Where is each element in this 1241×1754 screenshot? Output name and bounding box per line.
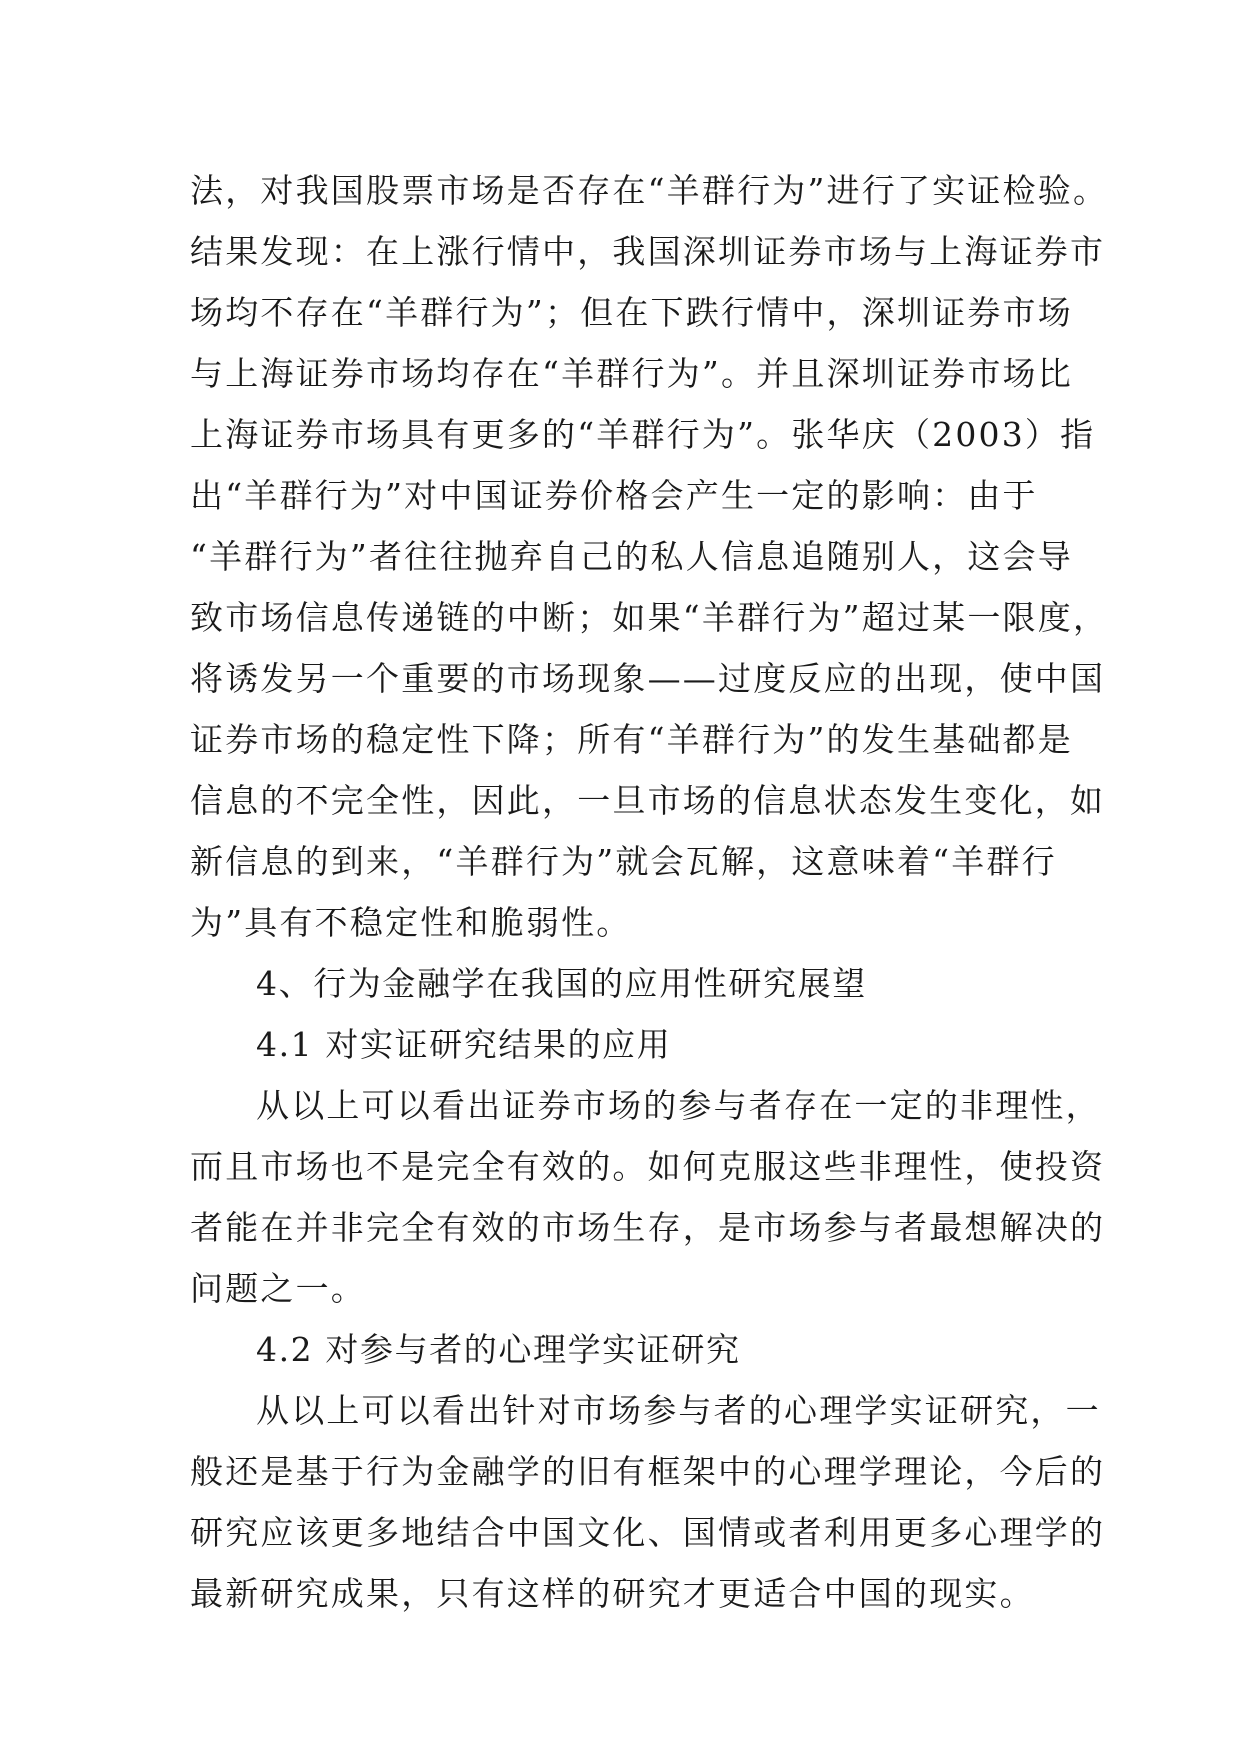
text-line: 上海证券市场具有更多的“羊群行为”。张华庆（2003）指 bbox=[190, 415, 1096, 454]
text-line: 问题之一。 bbox=[190, 1269, 366, 1308]
text-line: “羊群行为”者往往抛弃自己的私人信息追随别人，这会导 bbox=[190, 537, 1073, 576]
subsection-heading: 4.2 对参与者的心理学实证研究 bbox=[256, 1330, 741, 1369]
text-line: 新信息的到来，“羊群行为”就会瓦解，这意味着“羊群行 bbox=[190, 842, 1057, 881]
text-line: 为”具有不稳定性和脆弱性。 bbox=[190, 903, 632, 942]
text-line: 般还是基于行为金融学的旧有框架中的心理学理论，今后的 bbox=[190, 1452, 1106, 1491]
text-line: 而且市场也不是完全有效的。如何克服这些非理性，使投资 bbox=[190, 1147, 1106, 1186]
text-line: 出“羊群行为”对中国证券价格会产生一定的影响：由于 bbox=[190, 476, 1038, 515]
text-line: 最新研究成果，只有这样的研究才更适合中国的现实。 bbox=[190, 1574, 1035, 1613]
paragraph-first-line: 从以上可以看出针对市场参与者的心理学实证研究，一 bbox=[256, 1391, 1101, 1430]
document-body bbox=[190, 160, 1109, 1624]
text-line: 研究应该更多地结合中国文化、国情或者利用更多心理学的 bbox=[190, 1513, 1106, 1552]
paragraph-first-line: 从以上可以看出证券市场的参与者存在一定的非理性， bbox=[256, 1086, 1101, 1125]
text-line: 与上海证券市场均存在“羊群行为”。并且深圳证券市场比 bbox=[190, 354, 1073, 393]
text-line: 结果发现：在上涨行情中，我国深圳证券市场与上海证券市 bbox=[190, 232, 1106, 271]
section-heading: 4、行为金融学在我国的应用性研究展望 bbox=[256, 964, 867, 1003]
text-line: 法，对我国股票市场是否存在“羊群行为”进行了实证检验。 bbox=[190, 171, 1109, 210]
text-line: 者能在并非完全有效的市场生存，是市场参与者最想解决的 bbox=[190, 1208, 1106, 1247]
text-line: 信息的不完全性，因此，一旦市场的信息状态发生变化，如 bbox=[190, 781, 1106, 820]
text-line: 场均不存在“羊群行为”；但在下跌行情中，深圳证券市场 bbox=[190, 293, 1073, 332]
text-line: 致市场信息传递链的中断；如果“羊群行为”超过某一限度， bbox=[190, 598, 1109, 637]
text-line: 将诱发另一个重要的市场现象——过度反应的出现，使中国 bbox=[190, 659, 1106, 698]
subsection-heading: 4.1 对实证研究结果的应用 bbox=[256, 1025, 672, 1064]
text-line: 证券市场的稳定性下降；所有“羊群行为”的发生基础都是 bbox=[190, 720, 1073, 759]
